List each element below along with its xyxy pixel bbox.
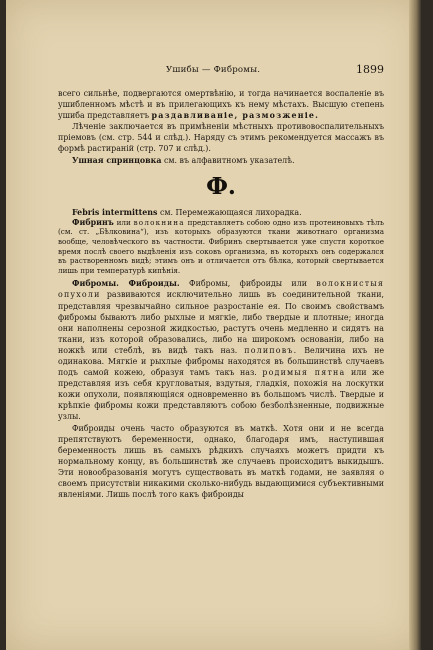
book-page <box>6 0 421 650</box>
book-spine <box>409 0 421 650</box>
emphasis-voloknistye: волокнистыя опухоли <box>58 279 384 300</box>
running-head: Ушибы — Фибромы. <box>166 65 261 75</box>
paragraph-lechenie: Лѣченіе заключается въ примѣненіи мѣстныхъ противовоспалительныхъ пріемовъ (см. стр. 544 и слѣд.). Наряду съ этимъ рекомендуется массажъ въ формѣ растираній (стр. 707 и слѣд.). <box>58 122 384 154</box>
entry-fibromy: Фибромы. Фиброиды. Фибромы, фиброиды или волокнистыя опухоли развиваются исключительно лишь въ соединительной ткани, представляя чрезвычайно сильное разростаніе ея. По своимъ свойствамъ фибромы бываютъ либо рыхлые и мягкіе, либо твердые и плотные; иногда они наполнены серозной жидкостью, растутъ очень медленно и сидятъ на ткани, изъ которой образовались, либо на широкомъ основаніи, либо на ножкѣ или стеблѣ, въ видѣ такъ наз. полиповъ. Величина ихъ не одинакова. Мягкіе и рыхлые фибромы находятся въ большинствѣ случаевъ подъ самой кожею, образуя тамъ такъ наз. родимыя пятна или же представляя изъ себя кругловатыя, вздутыя, гладкія, похожія на лоскутки кожи опухоли, появляющіяся одновременно въ большомъ числѣ. Твердые и крѣпкіе фибромы кожи представляютъ собою безболѣзненные, подвижные узлы. <box>58 279 384 422</box>
page-number: 1899 <box>356 63 384 76</box>
entry-fibrin: Фибринъ или волокнина представляетъ собою одно изъ протеиновыхъ тѣлъ (см. ст. „Бѣлковина“), изъ которыхъ образуются ткани животнаго организма вообще, человѣческого въ частности. Фибринъ свертывается уже спустя короткое время послѣ своего выдѣленія изъ соковъ организма, въ которыхъ онъ содержался въ растворенномъ видѣ; этимъ онъ и отличается отъ бѣлка, который свертывается лишь при температурѣ кипѣнія. <box>58 217 384 275</box>
entry-ushnaya-sprintsovka: Ушная спринцовка см. въ алфавитномъ указателѣ. <box>72 155 295 165</box>
entry-term: Фибромы. Фиброиды. <box>72 279 180 289</box>
paragraph-ushib-continued: всего сильнѣе, подвергаются омертвѣнію, и тогда начинается воспаленіе въ ушибленномъ мѣстѣ и въ прилегающихъ къ нему мѣстахъ. Высшую степень ушиба представляетъ раздавливаніе, размозженіе. <box>58 89 384 121</box>
entry-term: Фибринъ <box>72 217 114 227</box>
page-header <box>58 63 384 77</box>
entry-term: Ушная спринцовка <box>72 155 162 165</box>
paragraph-fibroidy: Фиброиды очень часто образуются въ маткѣ. Хотя они и не всегда препятствуютъ беременности, однако, благодаря имъ, наступившая беременность лишь въ самыхъ рѣдкихъ случаяхъ можетъ придти къ нормальному концу, въ большинствѣ же случаевъ происходитъ выкидышъ. Эти новообразованія могутъ существовать въ маткѣ годами, не заявляя о своемъ присутствіи никакими сколько-нибудь выдающимися субъективными явленіями. Лишь послѣ того какъ фиброиды <box>58 423 384 500</box>
entry-term: Febris intermittens <box>72 207 158 217</box>
entry-febris-intermittens: Febris intermittens см. Перемежающаяся лихорадка. <box>72 207 302 217</box>
emphasis-voloknina: волокнина <box>133 217 185 227</box>
emphasis-rodimye: родимыя пятна <box>262 368 346 378</box>
section-letter-block <box>58 174 384 200</box>
emphasis-polipy: полиповъ. <box>244 345 298 355</box>
section-letter: Ф. <box>206 172 236 200</box>
page-body <box>58 88 384 500</box>
emphasis-razdavlivanie: раздавливаніе, размозженіе. <box>151 111 320 121</box>
